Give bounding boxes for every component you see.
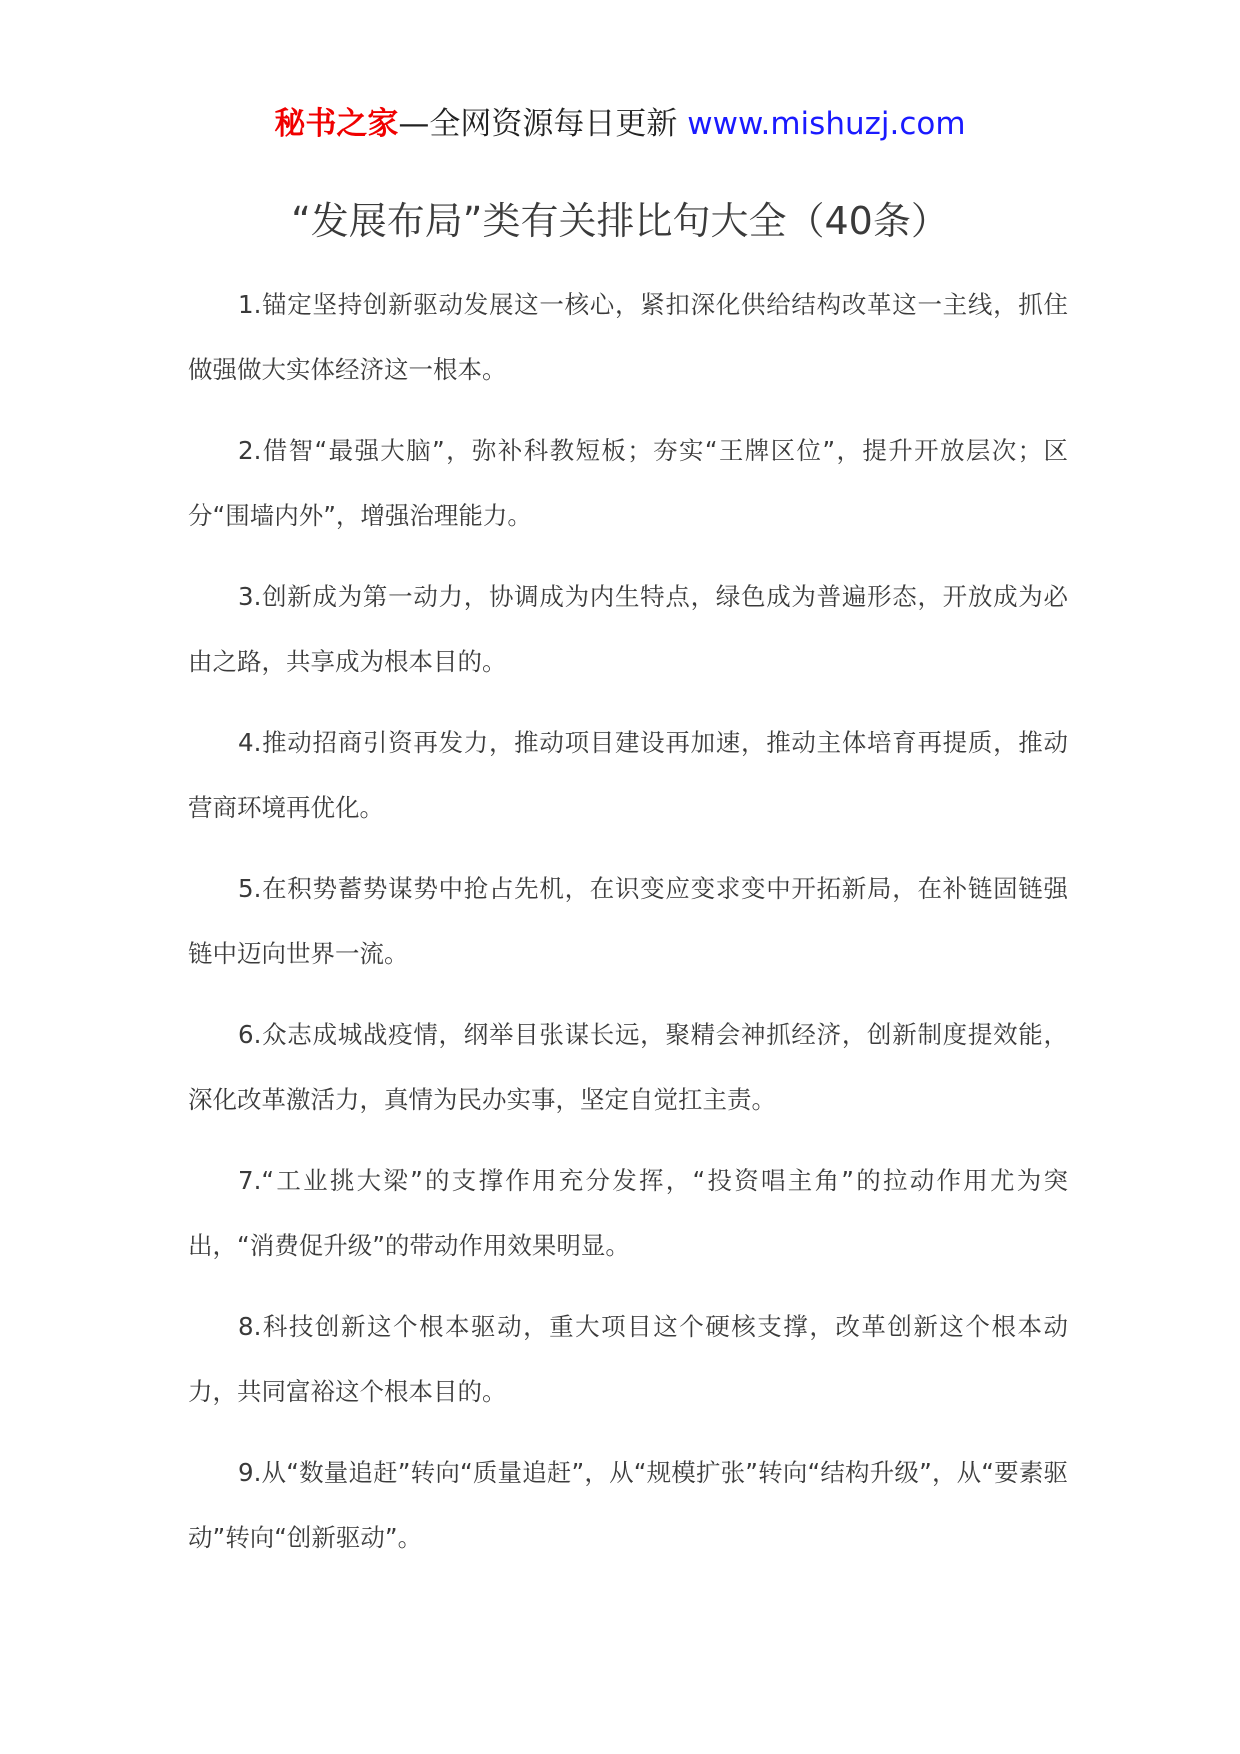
site-brand: 秘书之家 <box>274 106 399 142</box>
paragraph-3: 3.创新成为第一动力，协调成为内生特点，绿色成为普遍形态，开放成为必由之路，共享成为根本目的。 <box>188 582 1068 676</box>
paragraph-9: 9.从“数量追赶”转向“质量追赶”，从“规模扩张”转向“结构升级”，从“要素驱动”转向“创新驱动”。 <box>188 1458 1068 1552</box>
paragraph-6: 6.众志成城战疫情，纲举目张谋长远，聚精会神抓经济，创新制度提效能，深化改革激活力，真情为民办实事，坚定自觉扛主责。 <box>188 1020 1068 1114</box>
paragraph-1: 1.锚定坚持创新驱动发展这一核心，紧扣深化供给结构改革这一主线，抓住做强做大实体经济这一根本。 <box>188 290 1068 384</box>
paragraph-8: 8.科技创新这个根本驱动，重大项目这个硬核支撑，改革创新这个根本动力，共同富裕这个根本目的。 <box>188 1312 1068 1406</box>
paragraph-7: 7.“工业挑大梁”的支撑作用充分发挥，“投资唱主角”的拉动作用尤为突出，“消费促升级”的带动作用效果明显。 <box>188 1166 1068 1260</box>
paragraph-4: 4.推动招商引资再发力，推动项目建设再加速，推动主体培育再提质，推动营商环境再优化。 <box>188 728 1068 822</box>
paragraph-5: 5.在积势蓄势谋势中抢占先机，在识变应变求变中开拓新局，在补链固链强链中迈向世界一流。 <box>188 874 1068 968</box>
document-body <box>188 272 1068 1586</box>
site-header <box>0 102 1240 146</box>
paragraph-2: 2.借智“最强大脑”，弥补科教短板；夯实“王牌区位”，提升开放层次；区分“围墙内外”，增强治理能力。 <box>188 436 1068 530</box>
document-title: “发展布局”类有关排比句大全（40条） <box>291 199 949 243</box>
site-tagline: —全网资源每日更新 <box>398 106 688 142</box>
site-url-link[interactable]: www.mishuzj.com <box>687 106 966 142</box>
